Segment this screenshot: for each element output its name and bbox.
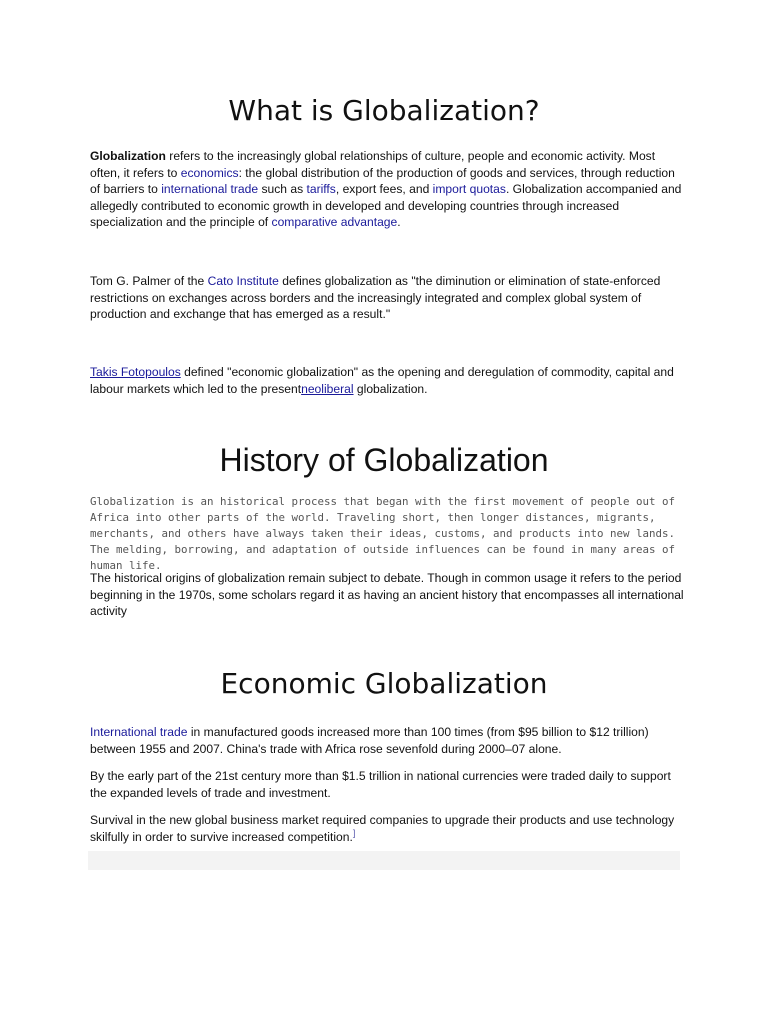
paragraph-fotopoulos-definition (90, 364, 688, 397)
paragraph-palmer-definition (90, 273, 688, 323)
term-globalization: Globalization (90, 149, 166, 163)
text-span: : the global distribution of the production of goods and services, through reduction of barriers to (90, 165, 675, 197)
link-tariffs[interactable]: tariffs (306, 182, 336, 197)
link-international-trade-2[interactable]: International trade (90, 725, 188, 739)
link-cato-institute[interactable]: Cato Institute (207, 274, 279, 288)
shaded-blank-bar (88, 851, 680, 870)
text-span: defines globalization as "the diminution or elimination of state-enforced restrictions on exchanges across borders and the increasingly integrated and complex global system of production and exchange that has emerged as a result." (90, 274, 661, 322)
text-span: Survival in the new global business market required companies to upgrade their products and use technology skilfully in order to survive increased competition. (90, 813, 675, 844)
text-span: defined "economic globalization" as the opening and deregulation of commodity, capital and labour markets which led to the present (90, 365, 674, 396)
link-economics[interactable]: economics (180, 165, 239, 180)
link-neoliberal[interactable]: neoliberal (301, 381, 354, 396)
footnote-marker[interactable]: ] (352, 827, 356, 838)
link-comparative-advantage[interactable]: comparative advantage (271, 215, 398, 230)
paragraph-currency-trading: By the early part of the 21st century more than $1.5 trillion in national currencies were traded daily to support the expanded levels of trade and investment. (90, 769, 671, 800)
paragraph-history-process: Globalization is an historical process that began with the first movement of people out of Africa into other parts of the world. Traveling short, then longer distances, migrants, merchants, and others have always taken their ideas, customs, and products into new lands. The melding, borrowing, and adaptation of outside influences can be found in many areas of human life. (90, 495, 676, 572)
text-span: globalization. (353, 381, 428, 396)
paragraph-business-survival (90, 812, 688, 845)
text-span: , export fees, and (335, 182, 433, 197)
link-international-trade[interactable]: international trade (161, 182, 259, 197)
text-span: such as (258, 182, 307, 197)
text-span: refers to the increasingly global relationships of culture, people and economic activity. Most often, it refers to (90, 149, 656, 180)
heading-what-is-globalization: What is Globalization? (228, 94, 540, 127)
text-span: Tom G. Palmer of the (90, 274, 208, 288)
link-import-quotas[interactable]: import quotas (432, 182, 506, 197)
paragraph-globalization-definition (90, 148, 688, 231)
text-span: in manufactured goods increased more than 100 times (from $95 billion to $12 trillion) between 1955 and 2007. China's trade with Africa rose sevenfold during 2000–07 alone. (90, 725, 649, 756)
text-span: . (397, 215, 401, 230)
link-takis-fotopoulos[interactable]: Takis Fotopoulos (90, 365, 181, 379)
text-span: . Globalization accompanied and allegedly contributed to economic growth in developed and developing countries through increased specialization and the principle of (90, 182, 682, 230)
heading-history-of-globalization: History of Globalization (219, 442, 549, 478)
paragraph-history-origins: The historical origins of globalization remain subject to debate. Though in common usage it refers to the period beginning in the 1970s, some scholars regard it as having an ancient history that encompasses all international activity (90, 571, 684, 619)
heading-economic-globalization: Economic Globalization (220, 667, 548, 700)
paragraph-trade-growth (90, 724, 688, 757)
